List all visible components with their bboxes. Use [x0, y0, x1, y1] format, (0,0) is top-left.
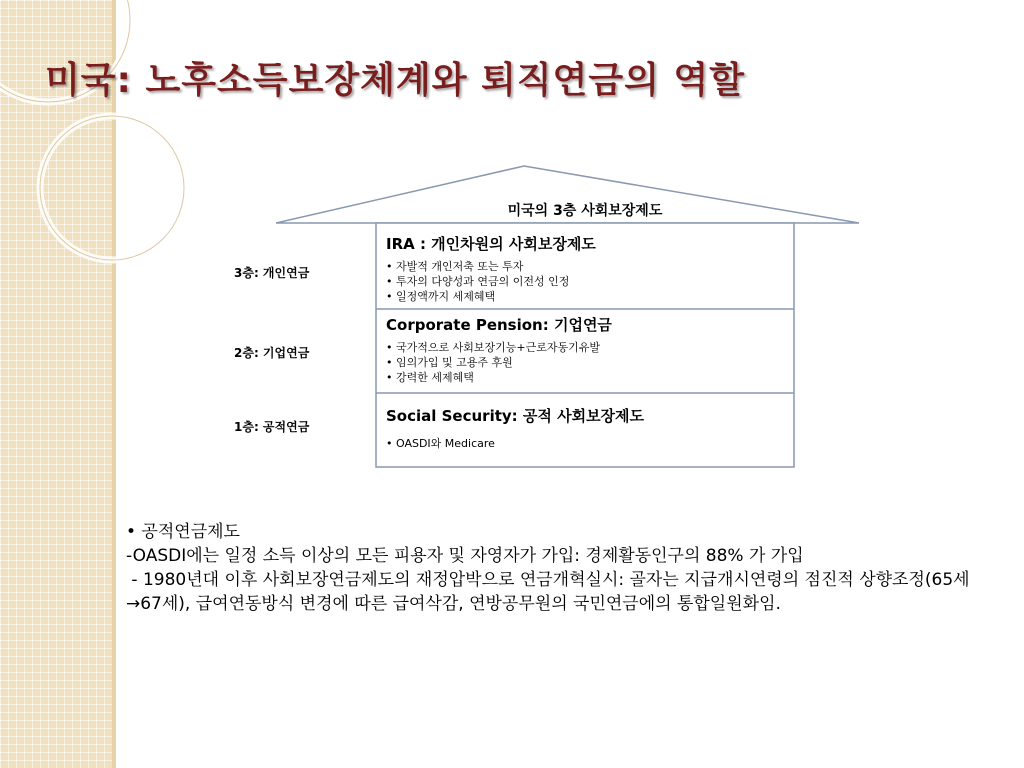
tier-2-box: [376, 311, 794, 385]
tier-3-box: [376, 230, 794, 304]
tier-3-item: • 자발적 개인저축 또는 투자: [386, 260, 524, 273]
tier-2-title: Corporate Pension: 기업연금: [386, 316, 612, 334]
tier-3-item: • 투자의 다양성과 연금의 이전성 인정: [386, 275, 570, 288]
tier-3-side-label: 3층: 개인연금: [234, 266, 310, 280]
bullet-heading: • 공적연금제도: [126, 522, 240, 542]
tier-3-title: IRA : 개인차원의 사회보장제도: [386, 235, 596, 253]
tier-1-title: Social Security: 공적 사회보장제도: [386, 407, 645, 425]
tier-1-side-label: 1층: 공적연금: [234, 420, 310, 434]
tier-3-item: • 일정액까지 세제혜택: [386, 290, 496, 303]
tier-2-item: • 강력한 세제혜택: [386, 371, 474, 384]
slide-title: 미국: 노후소득보장체계와 퇴직연금의 역할: [45, 60, 745, 101]
tier-1-box: [376, 402, 794, 451]
tier-2-item: • 임의가입 및 고용주 후원: [386, 356, 513, 369]
body-paragraph-1: -OASDI에는 일정 소득 이상의 모든 피용자 및 자영자가 가입: 경제활동인구의 88% 가 가입: [126, 546, 804, 566]
slide-body: [126, 520, 976, 616]
diagram-roof-label: 미국의 3층 사회보장제도: [507, 203, 663, 219]
tier-1-item: • OASDI와 Medicare: [386, 437, 495, 450]
body-paragraph-2: - 1980년대 이후 사회보장연금제도의 재정압박으로 연금개혁실시: 골자는 지급개시연령의 점진적 상향조정(65세→67세), 급여연동방식 변경에 따른 급여삭감, 연방공무원의 국민연금에의 통합일원화임.: [126, 570, 970, 614]
tier-2-item: • 국가적으로 사회보장기능+근로자동기유발: [386, 341, 600, 354]
tier-2-side-label: 2층: 기업연금: [234, 346, 310, 360]
